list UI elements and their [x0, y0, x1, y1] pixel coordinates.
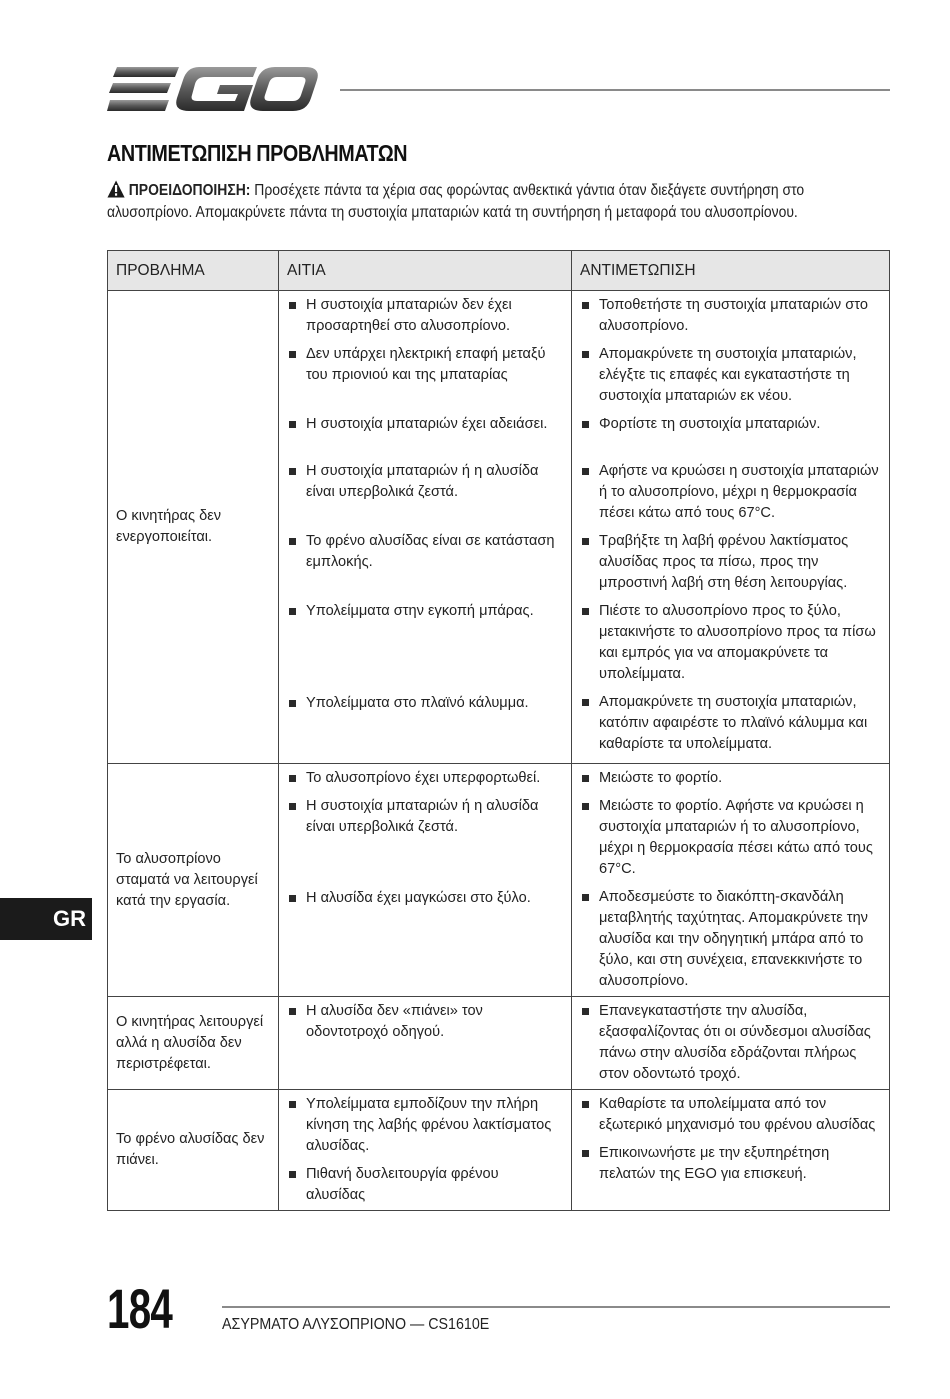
warning-text: Προσέχετε πάντα τα χέρια σας φορώντας ανθεκτικά γάντια όταν διεξάγετε συντήρηση στο αλυσοπρίονο. Απομακρύνετε πάντα τη συστοιχία μπαταριών κατά τη συντήρηση ή μεταφορά του αλυσοπρίονου.: [107, 182, 805, 221]
list-item: Φορτίστε τη συστοιχία μπαταριών.: [580, 414, 879, 435]
bullet-square-icon: [582, 1150, 589, 1157]
troubleshooting-table: [107, 250, 890, 1211]
problem-cell: [108, 997, 279, 1090]
list-item: Επανεγκαταστήστε την αλυσίδα, εξασφαλίζοντας ότι οι σύνδεσμοι αλυσίδας πάνω στην αλυσίδα εδράζονται πλήρως στον οδοντωτό τροχό.: [580, 1001, 879, 1085]
bullet-square-icon: [289, 803, 296, 810]
warning-label: ΠΡΟΕΙΔΟΠΟΙΗΣΗ:: [128, 182, 251, 199]
list-item: Η συστοιχία μπαταριών ή η αλυσίδα είναι υπερβολικά ζεστά.: [287, 461, 561, 503]
bullet-square-icon: [289, 538, 296, 545]
list-item: Η συστοιχία μπαταριών δεν έχει προσαρτηθεί στο αλυσοπρίονο.: [287, 295, 561, 337]
problem-text: Το αλυσοπρίονο σταματά να λειτουργεί κατά την εργασία.: [116, 850, 258, 909]
bullet-square-icon: [289, 1171, 296, 1178]
language-tab: GR: [0, 898, 92, 940]
header-solution: ΑΝΤΙΜΕΤΩΠΙΣΗ: [572, 251, 890, 291]
solution-cell: [572, 1090, 890, 1211]
bullet-square-icon: [289, 468, 296, 475]
problem-text: Ο κινητήρας λειτουργεί αλλά η αλυσίδα δεν περιστρέφεται.: [116, 1013, 264, 1072]
cause-cell: [279, 997, 572, 1090]
list-item: Υπολείμματα στο πλαϊνό κάλυμμα.: [287, 693, 561, 714]
solution-cell: [572, 291, 890, 764]
header-cause: ΑΙΤΙΑ: [279, 251, 572, 291]
bullet-square-icon: [582, 803, 589, 810]
warning-notice: [107, 180, 831, 224]
list-item: Επικοινωνήστε με την εξυπηρέτηση πελατών της EGO για επισκευή.: [580, 1143, 879, 1185]
bullet-square-icon: [582, 699, 589, 706]
footer-rule: [222, 1306, 890, 1308]
list-item: Αποδεσμεύστε το διακόπτη-σκανδάλη μεταβλητής ταχύτητας. Απομακρύνετε την αλυσίδα και την οδηγητική μπάρα από το ξύλο, και στη συνέχεια, επανεκκινήστε το αλυσοπρίονο.: [580, 887, 879, 992]
bullet-square-icon: [289, 608, 296, 615]
list-item: Αφήστε να κρυώσει η συστοιχία μπαταριών ή το αλυσοπρίονο, μέχρι η θερμοκρασία πέσει κάτω από τους 67°C.: [580, 461, 879, 524]
cause-cell: [279, 764, 572, 997]
problem-cell: [108, 291, 279, 764]
list-item: Το αλυσοπρίονο έχει υπερφορτωθεί.: [287, 768, 561, 789]
list-item: Το φρένο αλυσίδας είναι σε κατάσταση εμπλοκής.: [287, 531, 561, 573]
list-item: Τοποθετήστε τη συστοιχία μπαταριών στο αλυσοπρίονο.: [580, 295, 879, 337]
bullet-square-icon: [582, 538, 589, 545]
list-item: Απομακρύνετε τη συστοιχία μπαταριών, ελέγξτε τις επαφές και εγκαταστήστε τη συστοιχία μπαταριών εκ νέου.: [580, 344, 879, 407]
list-item: Μειώστε το φορτίο.: [580, 768, 879, 789]
table-row: [108, 764, 890, 997]
list-item: Μειώστε το φορτίο. Αφήστε να κρυώσει η συστοιχία μπαταριών ή το αλυσοπρίονο, μέχρι η θερμοκρασία πέσει κάτω από τους 67°C.: [580, 796, 879, 880]
problem-text: Ο κινητήρας δεν ενεργοποιείται.: [116, 508, 221, 545]
cause-cell: [279, 291, 572, 764]
list-item: Η συστοιχία μπαταριών έχει αδειάσει.: [287, 414, 561, 435]
bullet-square-icon: [582, 894, 589, 901]
list-item: Δεν υπάρχει ηλεκτρική επαφή μεταξύ του πριονιού και της μπαταρίας: [287, 344, 561, 386]
bullet-square-icon: [289, 775, 296, 782]
bullet-square-icon: [289, 421, 296, 428]
page-number: 184: [107, 1277, 173, 1340]
bullet-square-icon: [582, 468, 589, 475]
list-item: Η συστοιχία μπαταριών ή η αλυσίδα είναι υπερβολικά ζεστά.: [287, 796, 561, 838]
bullet-square-icon: [582, 302, 589, 309]
header-problem: ΠΡΟΒΛΗΜΑ: [108, 251, 279, 291]
bullet-square-icon: [582, 421, 589, 428]
bullet-square-icon: [289, 1101, 296, 1108]
table-row: [108, 1090, 890, 1211]
table-row: [108, 291, 890, 764]
bullet-square-icon: [289, 1008, 296, 1015]
bullet-square-icon: [582, 608, 589, 615]
list-item: Απομακρύνετε τη συστοιχία μπαταριών, κατόπιν αφαιρέστε το πλαϊνό κάλυμμα και καθαρίστε τα υπολείμματα.: [580, 692, 879, 755]
table-header-row: [108, 251, 890, 291]
bullet-square-icon: [289, 895, 296, 902]
list-item: Η αλυσίδα έχει μαγκώσει στο ξύλο.: [287, 888, 561, 909]
problem-cell: [108, 1090, 279, 1211]
list-item: Υπολείμματα εμποδίζουν την πλήρη κίνηση της λαβής φρένου λακτίσματος αλυσίδας.: [287, 1094, 561, 1157]
list-item: Τραβήξτε τη λαβή φρένου λακτίσματος αλυσίδας προς τα πίσω, προς την μπροστινή λαβή στη θέση λειτουργίας.: [580, 531, 879, 594]
problem-cell: [108, 764, 279, 997]
list-item: Η αλυσίδα δεν «πιάνει» τον οδοντοτροχό οδηγού.: [287, 1001, 561, 1043]
bullet-square-icon: [289, 302, 296, 309]
list-item: Καθαρίστε τα υπολείμματα από τον εξωτερικό μηχανισμό του φρένου αλυσίδας: [580, 1094, 879, 1136]
bullet-square-icon: [582, 775, 589, 782]
table-row: [108, 997, 890, 1090]
solution-cell: [572, 997, 890, 1090]
ego-logo: [107, 66, 319, 112]
bullet-square-icon: [582, 1101, 589, 1108]
bullet-square-icon: [582, 1008, 589, 1015]
problem-text: Το φρένο αλυσίδας δεν πιάνει.: [116, 1131, 265, 1168]
footer-text: ΑΣΥΡΜΑΤΟ ΑΛΥΣΟΠΡΙΟΝΟ — CS1610E: [222, 1316, 490, 1333]
list-item: Πιθανή δυσλειτουργία φρένου αλυσίδας: [287, 1164, 561, 1206]
cause-cell: [279, 1090, 572, 1211]
bullet-square-icon: [582, 351, 589, 358]
list-item: Υπολείμματα στην εγκοπή μπάρας.: [287, 601, 561, 622]
bullet-square-icon: [289, 351, 296, 358]
page-title: ΑΝΤΙΜΕΤΩΠΙΣΗ ΠΡΟΒΛΗΜΑΤΩΝ: [107, 140, 408, 166]
warning-triangle-icon: [107, 180, 125, 198]
header-rule: [340, 89, 890, 91]
bullet-square-icon: [289, 700, 296, 707]
list-item: Πιέστε το αλυσοπρίονο προς το ξύλο, μετακινήστε το αλυσοπρίονο προς τα πίσω και εμπρός για να απομακρύνετε τα υπολείμματα.: [580, 601, 879, 685]
solution-cell: [572, 764, 890, 997]
